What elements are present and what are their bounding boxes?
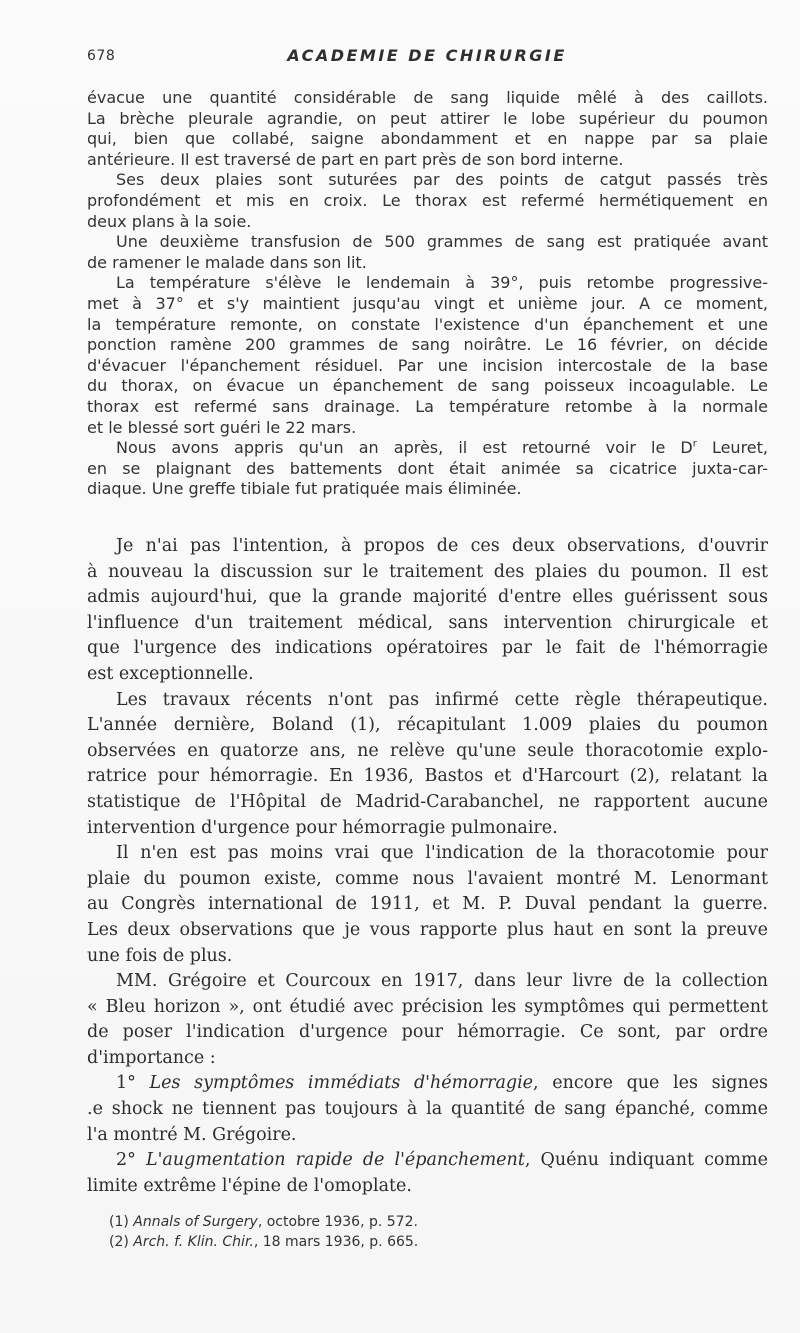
text-line: [87, 739, 768, 765]
line-text: la température remonte, on constate l'existence d'un épanchement et une: [87, 314, 768, 334]
line-text: l'influence d'un traitement médical, sans intervention chirurgicale et: [87, 612, 768, 633]
text-line: [87, 418, 768, 439]
superscript: r: [692, 438, 697, 450]
line-text: d'importance :: [87, 1047, 216, 1068]
line-text: évacue une quantité considérable de sang liquide mêlé à des caillots.: [87, 88, 768, 107]
line-text: Ses deux plaies sont suturées par des points de catgut passés très: [116, 170, 768, 190]
line-text: Il n'en est pas moins vrai que l'indication de la thoracotomie pour: [116, 843, 768, 864]
text-line: [87, 969, 768, 995]
text-line: [87, 356, 768, 377]
text-line: [87, 1123, 768, 1149]
text-line: [87, 459, 768, 480]
discussion-text: [87, 534, 768, 1199]
line-text: observées en quatorze ans, ne relève qu'une seule thoracotomie explo-: [87, 740, 768, 761]
line-text: de ramener le malade dans son lit.: [87, 252, 367, 272]
line-text: que l'urgence des indications opératoires par le fait de l'hémorragie: [87, 638, 768, 659]
italic-phrase: L'augmentation rapide de l'épanchement: [146, 1150, 525, 1171]
line-text: d'évacuer l'épanchement résiduel. Par une incision intercostale de la base: [87, 355, 768, 375]
line-text: Les deux observations que je vous rapporte plus haut en sont la preuve: [87, 919, 768, 940]
text-line: [87, 892, 768, 918]
line-text: statistique de l'Hôpital de Madrid-Carabanchel, ne rapportent aucune: [87, 791, 768, 812]
line-text: l'a montré M. Grégoire.: [87, 1124, 297, 1145]
line-text: L'année dernière, Boland (1), récapitulant 1.009 plaies du poumon: [87, 715, 768, 736]
text-line: [87, 918, 768, 944]
text-line: [87, 88, 768, 109]
line-text: une fois de plus.: [87, 945, 233, 966]
text-line: [87, 867, 768, 893]
line-text: .e shock ne tiennent pas toujours à la quantité de sang épanché, comme: [87, 1099, 768, 1120]
line-text: antérieure. Il est traversé de part en part près de son bord interne.: [87, 149, 624, 169]
line-text: est exceptionnelle.: [87, 663, 254, 684]
text-line: [87, 534, 768, 560]
text-line: [87, 315, 768, 336]
line-text: diaque. Une greffe tibiale fut pratiquée mais éliminée.: [87, 479, 522, 499]
footnote: [87, 1212, 768, 1232]
text-line: [87, 397, 768, 418]
line-text: plaie du poumon existe, comme nous l'avaient montré M. Lenormant: [87, 868, 768, 889]
text-line: [87, 438, 768, 459]
text-line: [87, 713, 768, 739]
text-line: [87, 611, 768, 637]
text-line: [87, 253, 768, 274]
line-text: de poser l'indication d'urgence pour hémorragie. Ce sont, par ordre: [87, 1022, 768, 1043]
text-line: [87, 1097, 768, 1123]
line-text: au Congrès international de 1911, et M. P. Duval pendant la guerre.: [87, 894, 768, 915]
text-line: [87, 1174, 768, 1200]
text-line: [87, 150, 768, 171]
line-prefix: 1°: [116, 1073, 150, 1094]
text-line: [87, 109, 768, 130]
line-text: , Quénu indiquant comme: [524, 1150, 769, 1171]
text-line: [87, 636, 768, 662]
line-text: La température s'élève le lendemain à 39°, puis retombe progressive-: [116, 273, 768, 293]
text-line: [87, 841, 768, 867]
line-text: limite extrême l'épine de l'omoplate.: [87, 1175, 412, 1196]
line-text: qui, bien que collabé, saigne abondamment et en nappe par sa plaie: [87, 129, 768, 149]
text-line: [87, 479, 768, 500]
page-number: 678: [87, 48, 116, 64]
text-line: [87, 688, 768, 714]
text-line: [87, 294, 768, 315]
text-line: [87, 232, 768, 253]
footnote: [87, 1232, 768, 1252]
line-prefix: (2): [109, 1234, 134, 1250]
text-line: [87, 995, 768, 1021]
line-text: Une deuxième transfusion de 500 grammes de sang est pratiquée avant: [116, 232, 768, 252]
text-line: [87, 1020, 768, 1046]
line-text: met à 37° et s'y maintient jusqu'au vingt et unième jour. A ce moment,: [87, 293, 768, 313]
running-title: ACADEMIE DE CHIRURGIE: [287, 46, 567, 65]
text-line: [87, 560, 768, 586]
line-text: , 18 mars 1936, p. 665.: [253, 1234, 419, 1250]
line-prefix: (1): [109, 1214, 134, 1230]
text-line: [87, 585, 768, 611]
line-text: Nous avons appris qu'un an après, il est retourné voir le D: [116, 438, 693, 458]
text-line: [87, 1046, 768, 1072]
text-line: [87, 944, 768, 970]
text-line: [87, 129, 768, 150]
line-text: « Bleu horizon », ont étudié avec précision les symptômes qui permettent: [87, 996, 768, 1017]
line-prefix: 2°: [116, 1150, 146, 1171]
italic-phrase: Annals of Surgery: [133, 1214, 258, 1230]
line-text: en se plaignant des battements dont était animée sa cicatrice juxta-car-: [87, 458, 768, 478]
line-text: ratrice pour hémorragie. En 1936, Bastos et d'Harcourt (2), relatant la: [87, 766, 768, 787]
line-text: Leuret,: [696, 438, 768, 458]
case-report-text: [87, 88, 768, 500]
line-text: , encore que les signes: [533, 1073, 768, 1094]
line-text: thorax est refermé sans drainage. La température retombe à la normale: [87, 396, 768, 416]
page-header: [87, 44, 767, 70]
line-text: profondément et mis en croix. Le thorax est refermé hermétiquement en: [87, 190, 768, 210]
italic-phrase: Les symptômes immédiats d'hémorragie: [149, 1073, 534, 1094]
line-text: du thorax, on évacue un épanchement de sang poisseux incoagulable. Le: [87, 376, 768, 396]
line-text: à nouveau la discussion sur le traitement des plaies du poumon. Il est: [87, 561, 768, 582]
text-line: [87, 335, 768, 356]
line-text: MM. Grégoire et Courcoux en 1917, dans leur livre de la collection: [116, 971, 768, 992]
line-text: , octobre 1936, p. 572.: [257, 1214, 418, 1230]
text-line: [87, 273, 768, 294]
line-text: Je n'ai pas l'intention, à propos de ces deux observations, d'ouvrir: [116, 536, 768, 556]
italic-phrase: Arch. f. Klin. Chir.: [133, 1234, 254, 1250]
line-text: Les travaux récents n'ont pas infirmé cette règle thérapeutique.: [116, 689, 768, 710]
text-line: [87, 764, 768, 790]
line-text: admis aujourd'hui, que la grande majorité d'entre elles guérissent sous: [87, 587, 768, 608]
footnotes: [87, 1212, 768, 1252]
text-line: [87, 1071, 768, 1097]
text-line: [87, 212, 768, 233]
text-line: [87, 376, 768, 397]
line-text: intervention d'urgence pour hémorragie pulmonaire.: [87, 817, 558, 838]
line-text: et le blessé sort guéri le 22 mars.: [87, 417, 357, 437]
text-line: [87, 191, 768, 212]
line-text: deux plans à la soie.: [87, 211, 252, 231]
text-line: [87, 662, 768, 688]
text-line: [87, 790, 768, 816]
text-line: [87, 1148, 768, 1174]
text-line: [87, 816, 768, 842]
text-line: [87, 170, 768, 191]
line-text: La brèche pleurale agrandie, on peut attirer le lobe supérieur du poumon: [87, 108, 768, 128]
line-text: ponction ramène 200 grammes de sang noirâtre. Le 16 février, on décide: [87, 335, 768, 355]
